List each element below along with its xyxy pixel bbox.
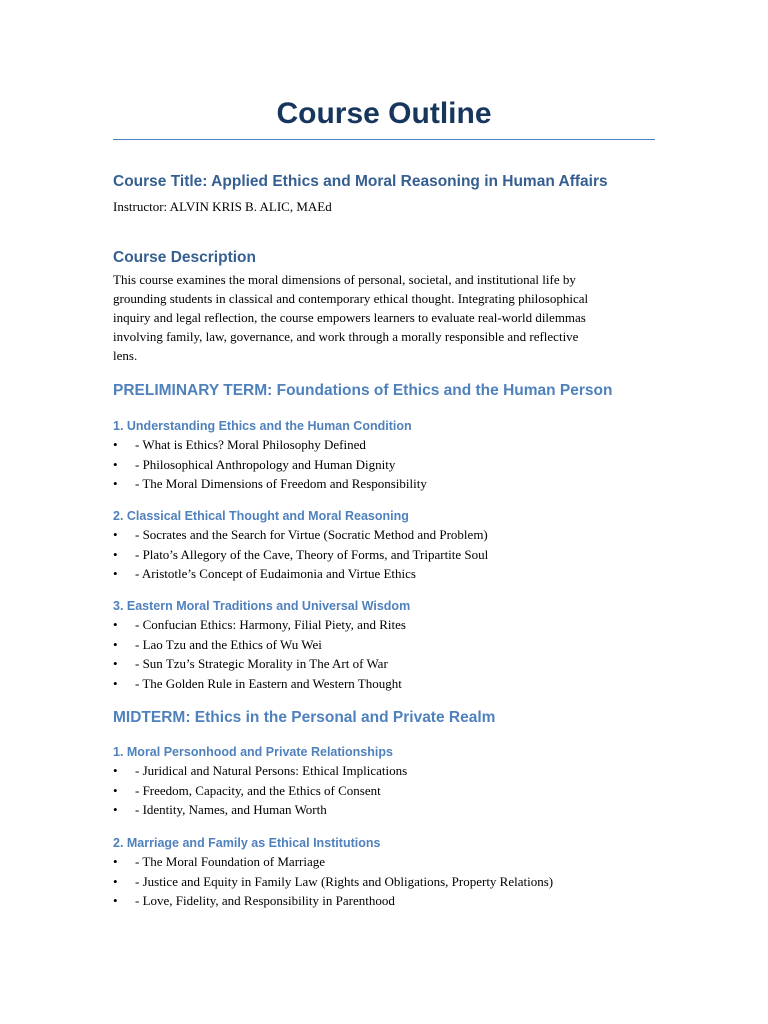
section-block [113, 507, 655, 584]
bullet-icon: • [113, 456, 118, 472]
section-heading: 2. Marriage and Family as Ethical Institutions [113, 836, 381, 850]
bullet-icon: • [113, 854, 118, 869]
description-line: inquiry and legal reflection, the course empowers learners to evaluate real-world dilemmas [113, 310, 586, 325]
section-heading: 3. Eastern Moral Traditions and Universal Wisdom [113, 599, 411, 613]
section-heading: 1. Moral Personhood and Private Relationships [113, 745, 393, 759]
bullet-icon: • [113, 527, 118, 542]
bullet-icon: • [113, 617, 118, 632]
bullet-list [113, 525, 655, 584]
section-block [113, 834, 655, 911]
bullet-list [113, 761, 655, 820]
document-title: Course Outline [276, 97, 492, 130]
list-item: • - Philosophical Anthropology and Human Dignity [113, 455, 655, 475]
section-block [113, 597, 655, 693]
list-item: • - Aristotle’s Concept of Eudaimonia and Virtue Ethics [113, 564, 655, 584]
title-divider [113, 139, 655, 140]
term-preliminary [113, 381, 655, 401]
list-item: • - Identity, Names, and Human Worth [113, 800, 655, 820]
instructor-line: Instructor: ALVIN KRIS B. ALIC, MAEd [113, 199, 332, 214]
list-item: • - What is Ethics? Moral Philosophy Defined [113, 435, 655, 455]
description-line: grounding students in classical and contemporary ethical thought. Integrating philosophical [113, 291, 589, 306]
list-item: • - Lao Tzu and the Ethics of Wu Wei [113, 635, 655, 655]
term-heading: PRELIMINARY TERM: Foundations of Ethics and the Human Person [113, 382, 613, 399]
bullet-list [113, 435, 655, 494]
list-item: • - Justice and Equity in Family Law (Rights and Obligations, Property Relations) [113, 872, 655, 892]
section-block [113, 743, 655, 820]
list-item: • - Juridical and Natural Persons: Ethical Implications [113, 761, 655, 781]
bullet-icon: • [113, 873, 118, 889]
description-line: lens. [113, 348, 138, 363]
bullet-icon: • [113, 782, 118, 798]
description-heading: Course Description [113, 249, 256, 266]
bullet-icon: • [113, 763, 118, 778]
bullet-icon: • [113, 636, 118, 652]
list-item: • - The Moral Dimensions of Freedom and Responsibility [113, 474, 655, 494]
list-item: • - The Golden Rule in Eastern and Western Thought [113, 674, 655, 694]
list-item: • - Plato’s Allegory of the Cave, Theory of Forms, and Tripartite Soul [113, 545, 655, 565]
bullet-list [113, 852, 655, 911]
description-line: This course examines the moral dimensions of personal, societal, and institutional life by [113, 272, 576, 287]
section-block [113, 417, 655, 494]
bullet-icon: • [113, 802, 118, 817]
course-description-section [113, 248, 655, 365]
list-item: • - Sun Tzu’s Strategic Morality in The Art of War [113, 654, 655, 674]
bullet-icon: • [113, 893, 118, 908]
section-heading: 2. Classical Ethical Thought and Moral Reasoning [113, 509, 409, 523]
bullet-icon: • [113, 675, 118, 691]
bullet-icon: • [113, 476, 118, 491]
description-paragraph [113, 270, 655, 365]
bullet-list [113, 615, 655, 693]
course-header [113, 172, 655, 216]
course-title: Course Title: Applied Ethics and Moral Reasoning in Human Affairs [113, 173, 608, 190]
list-item: • - Love, Fidelity, and Responsibility in Parenthood [113, 891, 655, 911]
term-midterm [113, 708, 655, 728]
bullet-icon: • [113, 566, 118, 581]
bullet-icon: • [113, 656, 118, 671]
document-page [113, 0, 655, 908]
bullet-icon: • [113, 437, 118, 452]
list-item: • - Freedom, Capacity, and the Ethics of Consent [113, 781, 655, 801]
term-heading: MIDTERM: Ethics in the Personal and Private Realm [113, 709, 496, 726]
list-item: • - The Moral Foundation of Marriage [113, 852, 655, 872]
list-item: • - Socrates and the Search for Virtue (Socratic Method and Problem) [113, 525, 655, 545]
description-line: involving family, law, governance, and work through a morally responsible and reflective [113, 329, 579, 344]
section-heading: 1. Understanding Ethics and the Human Condition [113, 419, 412, 433]
list-item: • - Confucian Ethics: Harmony, Filial Piety, and Rites [113, 615, 655, 635]
bullet-icon: • [113, 546, 118, 562]
